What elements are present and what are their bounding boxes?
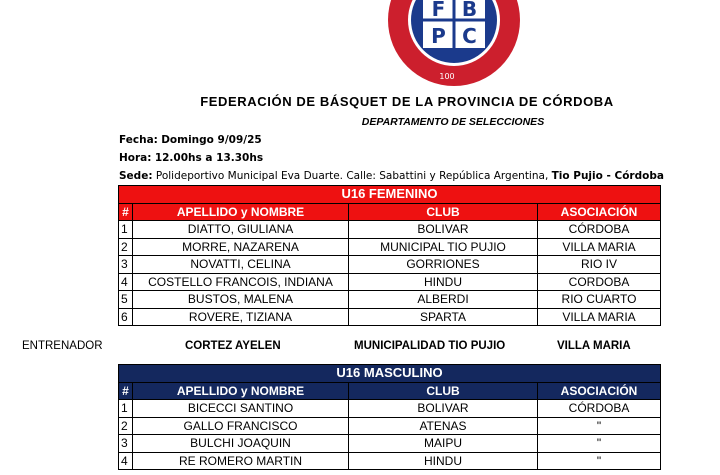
player-club: BOLIVAR: [349, 221, 538, 239]
col-header-assoc: ASOCIACIÓN: [538, 382, 661, 400]
player-assoc: RIO IV: [538, 256, 661, 274]
row-num: 2: [119, 238, 133, 256]
u16-masculino-table: [118, 364, 661, 470]
date-line: [119, 134, 262, 146]
player-name: RE ROMERO MARTIN: [133, 452, 349, 470]
player-assoc: ": [538, 452, 661, 470]
player-assoc: VILLA MARIA: [538, 308, 661, 326]
table-row: [119, 417, 661, 435]
venue-place: Tio Pujio - Córdoba: [551, 170, 664, 182]
player-assoc: ": [538, 435, 661, 453]
col-header-name: APELLIDO y NOMBRE: [133, 382, 349, 400]
player-name: BUSTOS, MALENA: [133, 291, 349, 309]
table-row: [119, 238, 661, 256]
date-value: Domingo 9/09/25: [161, 134, 262, 146]
player-name: GALLO FRANCISCO: [133, 417, 349, 435]
coach-label: ENTRENADOR: [22, 340, 103, 352]
row-num: 4: [119, 273, 133, 291]
player-name: COSTELLO FRANCOIS, INDIANA: [133, 273, 349, 291]
player-club: MUNICIPAL TIO PUJIO: [349, 238, 538, 256]
table-row: [119, 435, 661, 453]
femenino-header-row: [119, 203, 661, 221]
coach-club: MUNICIPALIDAD TIO PUJIO: [354, 340, 506, 352]
time-line: [119, 152, 263, 164]
table-row: [119, 256, 661, 274]
row-num: 3: [119, 435, 133, 453]
table-row: [119, 400, 661, 418]
player-club: HINDU: [349, 273, 538, 291]
player-assoc: CORDOBA: [538, 273, 661, 291]
col-header-name: APELLIDO y NOMBRE: [133, 203, 349, 221]
player-club: HINDU: [349, 452, 538, 470]
logo-letter-f: F: [431, 0, 446, 21]
logo-letter-c: C: [462, 24, 477, 48]
player-club: GORRIONES: [349, 256, 538, 274]
player-club: ATENAS: [349, 417, 538, 435]
player-club: ALBERDI: [349, 291, 538, 309]
department-subtitle: DEPARTAMENTO DE SELECCIONES: [361, 116, 545, 128]
fbpc-logo: [386, 0, 522, 88]
player-assoc: VILLA MARIA: [538, 238, 661, 256]
venue-line: [119, 170, 664, 182]
coach-name: CORTEZ AYELEN: [185, 340, 281, 352]
player-assoc: ": [538, 417, 661, 435]
col-header-num: #: [119, 203, 133, 221]
venue-label: Sede:: [119, 170, 153, 182]
row-num: 4: [119, 452, 133, 470]
player-club: BOLIVAR: [349, 400, 538, 418]
row-num: 3: [119, 256, 133, 274]
row-num: 6: [119, 308, 133, 326]
player-name: MORRE, NAZARENA: [133, 238, 349, 256]
femenino-table-title: U16 FEMENINO: [119, 186, 661, 204]
table-row: [119, 452, 661, 470]
player-assoc: CÓRDOBA: [538, 400, 661, 418]
logo-letter-b: B: [461, 0, 478, 21]
coach-assoc: VILLA MARIA: [557, 340, 631, 352]
logo-year: 100: [439, 72, 455, 81]
player-name: DIATTO, GIULIANA: [133, 221, 349, 239]
player-name: BULCHI JOAQUIN: [133, 435, 349, 453]
row-num: 1: [119, 221, 133, 239]
player-name: NOVATTI, CELINA: [133, 256, 349, 274]
player-name: BICECCI SANTINO: [133, 400, 349, 418]
venue-value: Polideportivo Municipal Eva Duarte. Calle: Sabattini y República Argentina,: [155, 170, 549, 182]
row-num: 2: [119, 417, 133, 435]
col-header-assoc: ASOCIACIÓN: [538, 203, 661, 221]
col-header-club: CLUB: [349, 203, 538, 221]
date-label: Fecha:: [119, 134, 158, 146]
logo-letter-p: P: [431, 24, 446, 48]
time-value: 12.00hs a 13.30hs: [154, 152, 264, 164]
col-header-num: #: [119, 382, 133, 400]
table-row: [119, 308, 661, 326]
player-assoc: RIO CUARTO: [538, 291, 661, 309]
row-num: 1: [119, 400, 133, 418]
col-header-club: CLUB: [349, 382, 538, 400]
player-assoc: CÓRDOBA: [538, 221, 661, 239]
table-row: [119, 291, 661, 309]
federation-title: FEDERACIÓN DE BÁSQUET DE LA PROVINCIA DE CÓRDOBA: [200, 94, 614, 109]
table-row: [119, 273, 661, 291]
masculino-table-title: U16 MASCULINO: [119, 365, 661, 383]
u16-femenino-table: [118, 185, 661, 326]
player-club: MAIPU: [349, 435, 538, 453]
masculino-header-row: [119, 382, 661, 400]
row-num: 5: [119, 291, 133, 309]
time-label: Hora:: [119, 152, 152, 164]
table-row: [119, 221, 661, 239]
player-club: SPARTA: [349, 308, 538, 326]
player-name: ROVERE, TIZIANA: [133, 308, 349, 326]
